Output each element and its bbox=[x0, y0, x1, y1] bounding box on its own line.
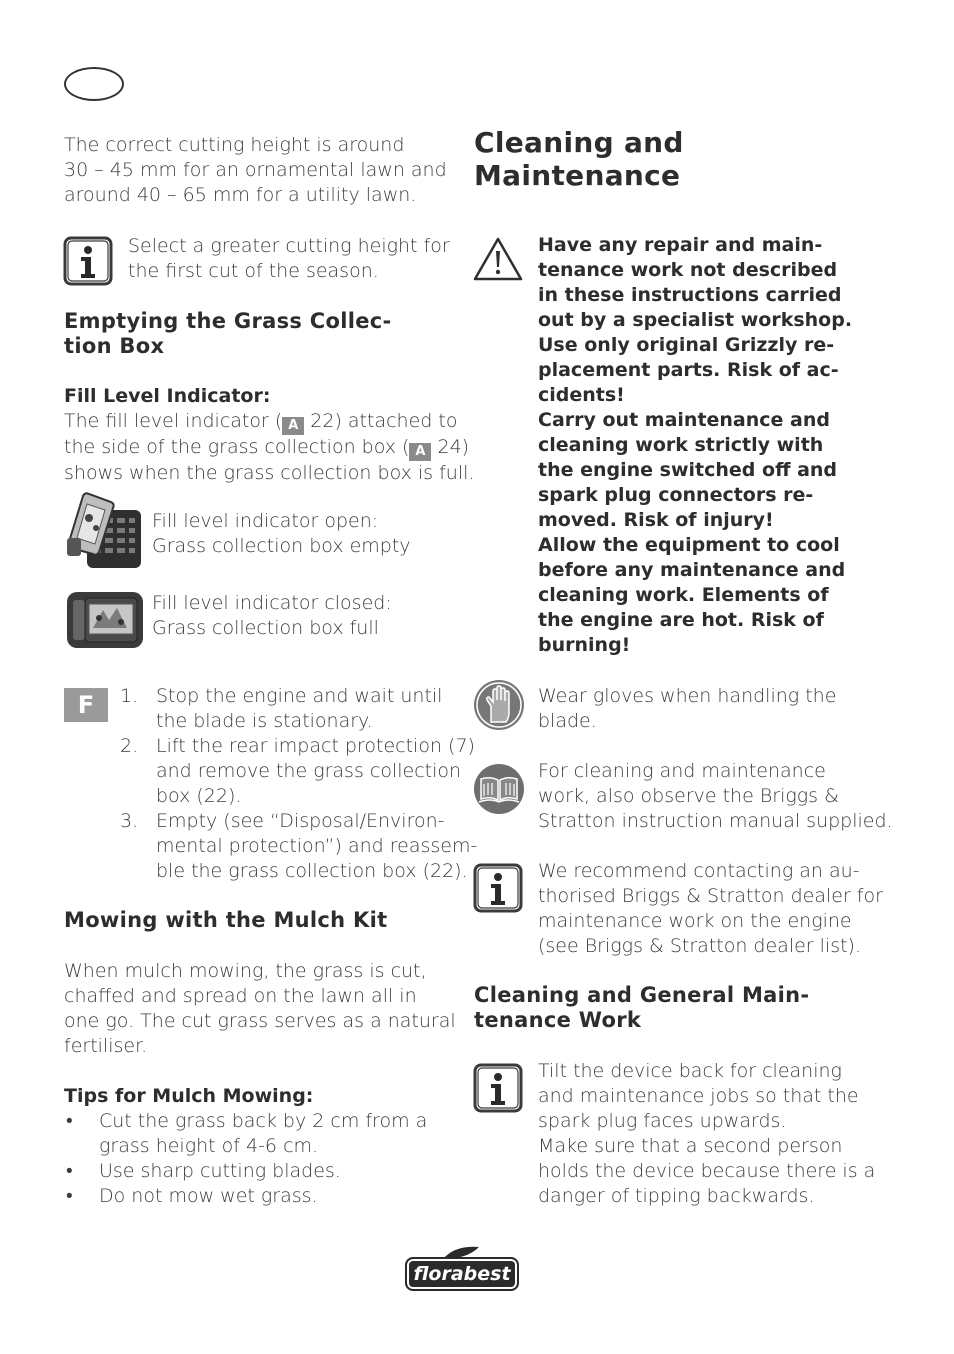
text-line: cleaning work. Elements of bbox=[538, 584, 829, 606]
text-line: Select a greater cutting height for bbox=[128, 235, 450, 257]
text-line: thorised Briggs & Stratton dealer for bbox=[538, 885, 883, 907]
text-line: For cleaning and maintenance bbox=[538, 760, 826, 782]
text-line: Have any repair and main- bbox=[538, 234, 823, 256]
text-line: Fill level indicator closed: bbox=[152, 592, 392, 614]
text-line: Lift the rear impact protection (7) bbox=[156, 735, 475, 757]
text-fragment: the side of the grass collection box ( bbox=[64, 436, 410, 458]
text-line: 30 – 45 mm for an ornamental lawn and bbox=[64, 159, 447, 181]
text-line: Grass collection box empty bbox=[152, 535, 411, 557]
text-line: fertiliser. bbox=[64, 1035, 148, 1057]
text-line: holds the device because there is a bbox=[538, 1160, 876, 1182]
logo-text: florabest bbox=[413, 1263, 511, 1285]
text-line: placement parts. Risk of ac- bbox=[538, 359, 839, 381]
text-line: moved. Risk of injury! bbox=[538, 509, 774, 531]
dealer-text bbox=[538, 859, 883, 959]
text-line: ble the grass collection box (22). bbox=[156, 860, 468, 882]
list-item bbox=[64, 1109, 444, 1159]
list-item bbox=[64, 1184, 444, 1209]
step-number: 2. bbox=[120, 735, 139, 757]
text-line: danger of tipping backwards. bbox=[538, 1185, 815, 1207]
text-line: Tilt the device back for cleaning bbox=[538, 1060, 842, 1082]
text-line: in these instructions carried bbox=[538, 284, 842, 306]
text-line: the engine switched off and bbox=[538, 459, 838, 481]
text-line: Do not mow wet grass. bbox=[99, 1185, 318, 1207]
text-line: box (22). bbox=[156, 785, 242, 807]
text-line: spark plug faces upwards. bbox=[538, 1110, 787, 1132]
info-icon bbox=[63, 236, 113, 286]
heading-mulch-tips: Tips for Mulch Mowing: bbox=[64, 1085, 314, 1107]
fill-level-paragraph bbox=[64, 409, 474, 486]
text-line: Stratton instruction manual supplied. bbox=[538, 810, 893, 832]
text-line bbox=[64, 435, 474, 461]
text-line: Carry out maintenance and bbox=[538, 409, 830, 431]
heading-line: Emptying the Grass Collec- bbox=[64, 309, 392, 333]
text-line: blade. bbox=[538, 710, 597, 732]
text-line bbox=[64, 409, 474, 435]
text-line: and maintenance jobs so that the bbox=[538, 1085, 859, 1107]
bullet: • bbox=[66, 1110, 73, 1132]
title-line: Maintenance bbox=[474, 159, 681, 192]
mulch-paragraph bbox=[64, 959, 456, 1059]
heading-emptying-grass-box bbox=[64, 309, 392, 359]
text-line: out by a specialist workshop. bbox=[538, 309, 853, 331]
text-line: We recommend contacting an au- bbox=[538, 860, 860, 882]
text-line: around 40 – 65 mm for a utility lawn. bbox=[64, 184, 417, 206]
text-line: (see Briggs & Stratton dealer list). bbox=[538, 935, 861, 957]
text-line: shows when the grass collection box is full. bbox=[64, 462, 475, 484]
warning-text bbox=[538, 233, 852, 658]
text-line: The correct cutting height is around bbox=[64, 134, 405, 156]
fill-indicator-closed-image bbox=[63, 588, 147, 652]
text-line: work, also observe the Briggs & bbox=[538, 785, 839, 807]
text-line: Allow the equipment to cool bbox=[538, 534, 840, 556]
text-line: tenance work not described bbox=[538, 259, 838, 281]
warning-icon bbox=[472, 236, 524, 282]
figure-f-badge: F bbox=[64, 688, 108, 722]
step-item bbox=[120, 809, 478, 884]
text-line: Wear gloves when handling the bbox=[538, 685, 837, 707]
heading-general-maintenance bbox=[474, 983, 809, 1033]
figure-a-badge: A bbox=[409, 443, 431, 461]
language-oval bbox=[64, 67, 124, 101]
text-line: Make sure that a second person bbox=[538, 1135, 843, 1157]
text-line: chaffed and spread on the lawn all in bbox=[64, 985, 417, 1007]
text-line: the engine are hot. Risk of bbox=[538, 609, 824, 631]
intro-paragraph bbox=[64, 133, 447, 208]
heading-mulch-kit: Mowing with the Mulch Kit bbox=[64, 908, 388, 932]
text-line: Cut the grass back by 2 cm from a bbox=[99, 1110, 428, 1132]
text-line: Grass collection box full bbox=[152, 617, 379, 639]
text-line: the first cut of the season. bbox=[128, 260, 379, 282]
step-item bbox=[120, 734, 475, 809]
bullet: • bbox=[66, 1160, 73, 1182]
manual-text bbox=[538, 759, 893, 834]
text-line: one go. The cut grass serves as a natural bbox=[64, 1010, 456, 1032]
heading-fill-level: Fill Level Indicator: bbox=[64, 385, 271, 407]
text-line: Empty (see “Disposal/Environ- bbox=[156, 810, 445, 832]
text-line: the blade is stationary. bbox=[156, 710, 373, 732]
gloves-text bbox=[538, 684, 836, 734]
fill-indicator-closed-caption bbox=[152, 591, 392, 641]
fill-indicator-open-caption bbox=[152, 509, 411, 559]
read-manual-icon bbox=[472, 762, 526, 816]
bullet: • bbox=[66, 1185, 73, 1207]
heading-line: tion Box bbox=[64, 334, 165, 358]
list-item bbox=[64, 1159, 444, 1184]
text-line: burning! bbox=[538, 634, 631, 656]
text-line: and remove the grass collection bbox=[156, 760, 462, 782]
text-line: Use only original Grizzly re- bbox=[538, 334, 835, 356]
tip-cutting-height bbox=[128, 234, 450, 284]
heading-line: Cleaning and General Main- bbox=[474, 983, 810, 1007]
figure-a-badge: A bbox=[282, 417, 304, 435]
step-number: 1. bbox=[120, 685, 139, 707]
text-line: maintenance work on the engine bbox=[538, 910, 852, 932]
step-item bbox=[120, 684, 450, 734]
text-line: mental protection”) and reassem- bbox=[156, 835, 478, 857]
text-line: cidents! bbox=[538, 384, 625, 406]
info-icon bbox=[473, 1063, 523, 1113]
text-fragment: 22) attached to bbox=[304, 410, 458, 432]
text-line: Use sharp cutting blades. bbox=[99, 1160, 341, 1182]
info-icon bbox=[473, 863, 523, 913]
text-line: When mulch mowing, the grass is cut, bbox=[64, 960, 427, 982]
text-line: grass height of 4-6 cm. bbox=[99, 1135, 319, 1157]
text-line: cleaning work strictly with bbox=[538, 434, 824, 456]
mulch-tips-list bbox=[64, 1109, 444, 1209]
page-title bbox=[474, 126, 684, 192]
heading-line: tenance Work bbox=[474, 1008, 642, 1032]
text-line: before any maintenance and bbox=[538, 559, 846, 581]
title-line: Cleaning and bbox=[474, 126, 684, 159]
text-line: Fill level indicator open: bbox=[152, 510, 379, 532]
text-line: spark plug connectors re- bbox=[538, 484, 814, 506]
text-line: Stop the engine and wait until bbox=[156, 685, 443, 707]
text-fragment: The fill level indicator ( bbox=[64, 410, 283, 432]
gloves-icon bbox=[472, 678, 526, 732]
florabest-logo bbox=[405, 1257, 519, 1291]
steps-list bbox=[120, 684, 478, 884]
fill-indicator-open-image bbox=[63, 490, 145, 576]
tilt-text bbox=[538, 1059, 875, 1209]
text-fragment: 24) bbox=[431, 436, 470, 458]
step-number: 3. bbox=[120, 810, 139, 832]
